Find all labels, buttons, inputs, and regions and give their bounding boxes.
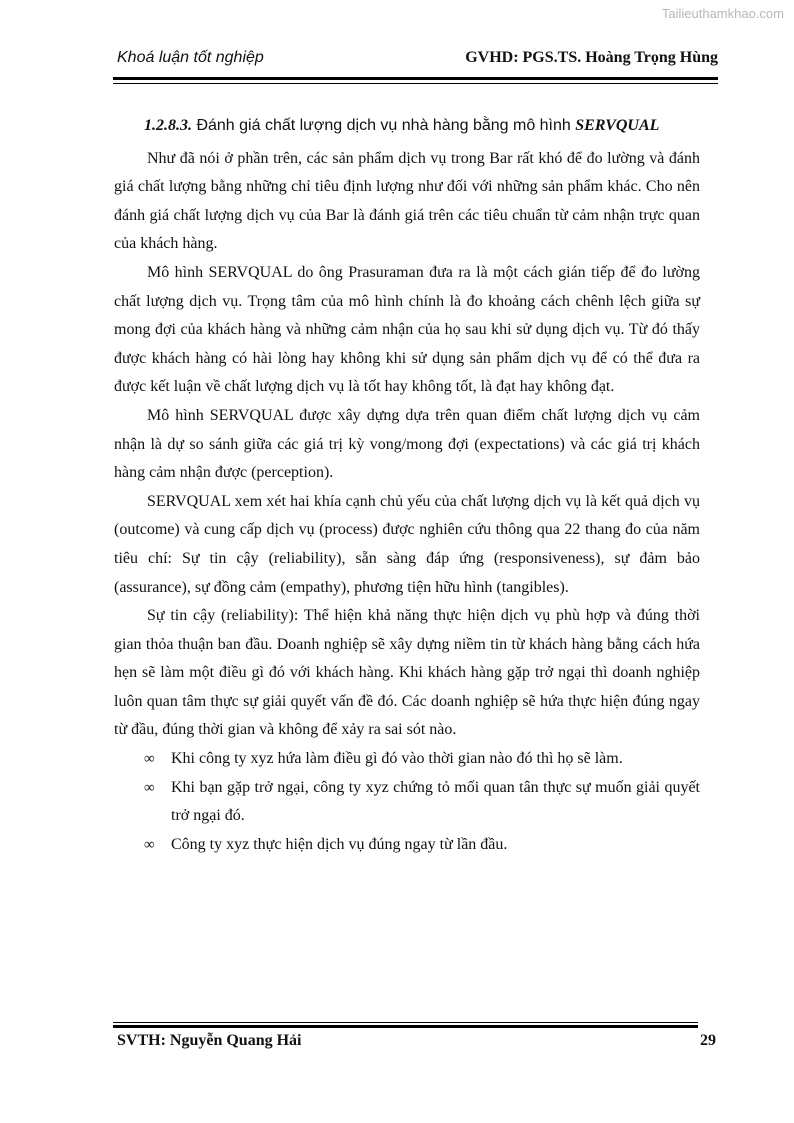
header-advisor: GVHD: PGS.TS. Hoàng Trọng Hùng <box>465 49 718 66</box>
list-item-text: Khi bạn gặp trở ngại, công ty xyz chứng tỏ mối quan tân thực sự muốn giải quyết trở ngại đó. <box>171 778 700 825</box>
header-title: Khoá luận tốt nghiệp <box>117 49 264 66</box>
footer-author: SVTH: Nguyễn Quang Hải <box>117 1032 302 1049</box>
page-body <box>114 112 700 859</box>
infinity-bullet-icon: ∞ <box>144 836 155 853</box>
paragraph: Như đã nói ở phần trên, các sản phẩm dịch vụ trong Bar rất khó để đo lường và đánh giá chất lượng bằng những chỉ tiêu định lượng như đối với những sản phẩm khác. Cho nên đánh giá chất lượng dịch vụ của Bar là đánh giá trên các tiêu chuẩn từ cảm nhận trực quan của khách hàng. <box>114 149 700 253</box>
infinity-bullet-icon: ∞ <box>144 751 155 768</box>
paragraph: Mô hình SERVQUAL do ông Prasuraman đưa ra là một cách gián tiếp để đo lường chất lượng dịch vụ. Trọng tâm của mô hình chính là đo khoảng cách chênh lệch giữa sự mong đợi của khách hàng và những cảm nhận của họ sau khi sử dụng dịch vụ. Từ đó thấy được khách hàng có hài lòng hay không khi sử dụng sản phẩm dịch vụ để có thể đưa ra được kết luận về chất lượng dịch vụ là tốt hay không tốt, là đạt hay không đạt. <box>114 263 700 396</box>
section-heading-model: SERVQUAL <box>575 117 660 134</box>
footer-rule-thick <box>113 1025 698 1028</box>
list-item-text: Công ty xyz thực hiện dịch vụ đúng ngay từ lần đầu. <box>171 835 508 853</box>
section-number: 1.2.8.3. <box>144 117 192 134</box>
footer-rule-thin <box>113 1022 698 1023</box>
list-item-text: Khi công ty xyz hứa làm điều gì đó vào thời gian nào đó thì họ sẽ làm. <box>171 750 623 768</box>
section-heading <box>144 112 700 141</box>
list-item <box>114 774 700 831</box>
page-number: 29 <box>700 1032 716 1049</box>
paragraph: SERVQUAL xem xét hai khía cạnh chủ yếu của chất lượng dịch vụ là kết quả dịch vụ (outcome) và cung cấp dịch vụ (process) được nghiên cứu thông qua 22 thang đo của năm tiêu chí: Sự tin cậy (reliability), sẵn sàng đáp ứng (responsiveness), sự đảm bảo (assurance), sự đồng cảm (empathy), phương tiện hữu hình (tangibles). <box>114 492 700 596</box>
section-heading-text: Đánh giá chất lượng dịch vụ nhà hàng bằng mô hình <box>192 117 576 134</box>
page-footer <box>117 1032 716 1050</box>
list-item <box>114 831 700 860</box>
header-rule-thick <box>113 77 718 80</box>
watermark: Tailieuthamkhao.com <box>661 6 784 21</box>
paragraph: Mô hình SERVQUAL được xây dựng dựa trên quan điểm chất lượng dịch vụ cảm nhận là dự so sánh giữa các giá trị kỳ vong/mong đợi (expectations) và các giá trị khách hàng cảm nhận được (perception). <box>114 406 700 482</box>
paragraph: Sự tin cậy (reliability): Thể hiện khả năng thực hiện dịch vụ phù hợp và đúng thời gian thỏa thuận ban đầu. Doanh nghiệp sẽ xây dựng niềm tin từ khách hàng bằng cách hứa hẹn sẽ làm một điều gì đó với khách hàng. Khi khách hàng gặp trở ngại thì doanh nghiệp luôn quan tâm thực sự giải quyết vấn đề đó. Các doanh nghiệp sẽ hứa thực hiện đúng ngay từ đầu, đúng thời gian và không để xảy ra sai sót nào. <box>114 607 700 739</box>
page-header <box>117 49 718 67</box>
bullet-list <box>114 745 700 859</box>
infinity-bullet-icon: ∞ <box>144 779 155 796</box>
list-item <box>114 745 700 774</box>
header-rule-thin <box>113 83 718 84</box>
